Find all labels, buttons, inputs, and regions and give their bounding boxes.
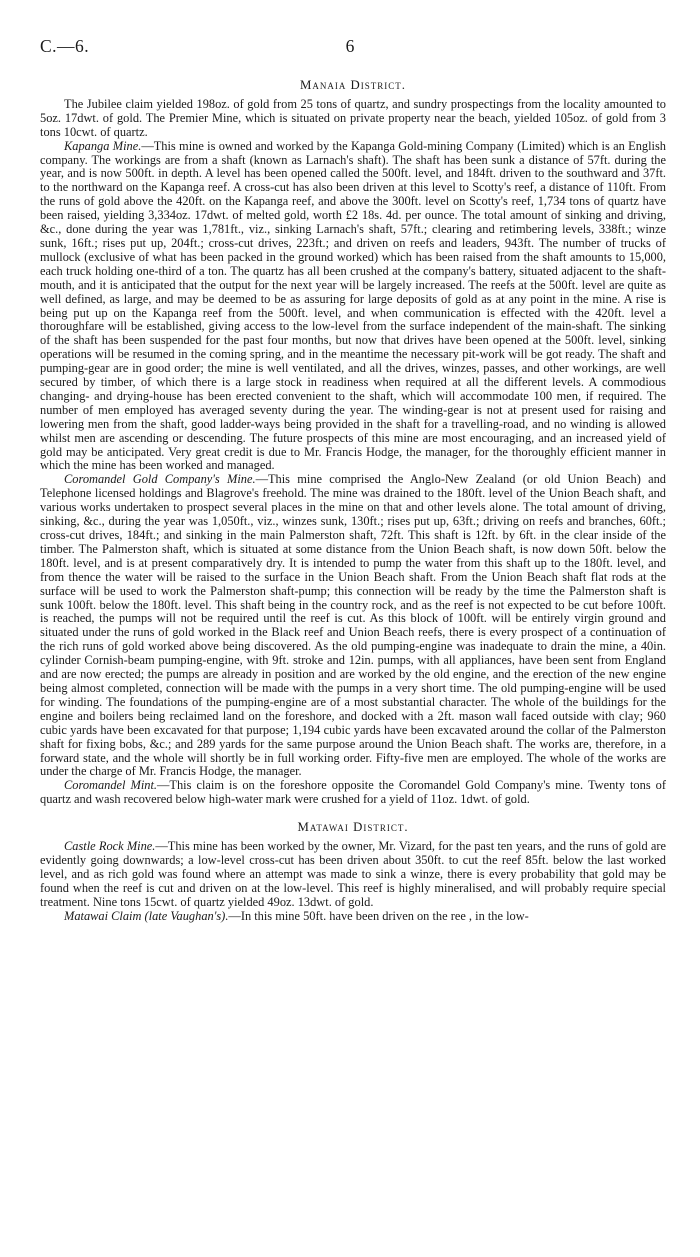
paragraph-text: The Jubilee claim yielded 198oz. of gold from 25 tons of quartz, and sundry prospectings from the locality amounted to 5oz. 17dwt. of gold. The Premier Mine, which is situated on private property near the beach, yielded 105oz. of gold from 3 tons 10cwt. of quartz. (40, 96, 666, 139)
paragraph-title: Kapanga Mine. (64, 138, 142, 153)
paragraph (40, 140, 666, 474)
district-heading: Manaia District. (299, 78, 406, 92)
paragraph-text: —This mine has been worked by the owner, Mr. Vizard, for the past ten years, and the runs of gold are evidently going downwards; a low-level cross-cut has been driven about 350ft. to cut the reef 85ft. below the last worked level, and as rich gold was found where an attempt was made to sink a winze, there is every probability that gold may be found when the reef is cut and driven on at the low-level. This reef is highly mineralised, and will probably require special treatment. Nine tons 15cwt. of quartz yielded 49oz. 13dwt. of gold. (40, 839, 667, 909)
paragraph-title: Castle Rock Mine. (64, 839, 156, 854)
paragraph (40, 98, 666, 140)
district-heading: Matawai District. (297, 820, 409, 835)
paragraph-text: —In this mine 50ft. have been driven on the ree , in the low- (228, 908, 529, 923)
page-number: 6 (345, 36, 355, 56)
paragraph-title: Matawai Claim (late Vaughan's). (64, 908, 229, 923)
paragraph (40, 473, 666, 779)
paragraph (40, 910, 666, 924)
paragraph-text: —This mine comprised the Anglo-New Zealand (or old Union Beach) and Telephone licensed holdings and Blagrove's freehold. The mine was drained to the 180ft. level of the Union Beach shaft, and various works undertaken to prospect several places in the mine on that and other levels alone. The total amount of driving, sinking, &c., during the year was 1,050ft., viz., winzes sunk, 130ft.; rises put up, 63ft.; driving on reefs and branches, 60ft.; cross-cut drives, 184ft.; and sinking in the main Palmerston shaft, 72ft. This shaft is 12ft. by 6ft. in the clear inside of the timber. The Palmerston shaft, which is situated at some distance from the Union Beach shaft, is now down 50ft. below the 180ft. level, and is at present comparatively dry. It is intended to pump the water from this shaft up to the 180ft. level, and from thence the water will be raised to the surface in the Union Beach shaft. From the Union Beach shaft flat rods at the surface will be used to work the Palmerston shaft-pump; this connection will be ready by the time the Palmerston shaft is sunk 100ft. below the 180ft. level. This shaft being in the country rock, and as the reef is not expected to be cut before 100ft. is reached, the pumps will not be required until the reef is cut. As this block of 100ft. will be entirely virgin ground and situated under the runs of gold worked in the Black reef and Union Beach reefs, there is every prospect of a continuation of the rich runs of gold worked above being discovered. As the old pumping-engine was inadequate to drain the mine, a 40in. cylinder Cornish-beam pumping-engine, with 9ft. stroke and 12in. pumps, with all appliances, have been sent from England and are now erected; the pumps are already in position and are worked by the old engine, and the erection of the new engine being almost completed, connection will be made with the pumps in a very short time. The old pumping-engine will be used for winding. The foundations of the pumping-engine are of a most substantial character. The whole of the buildings for the engine and boilers being reclaimed land on the foreshore, and docked with a 2ft. mason wall faced outside with clay; 960 cubic yards have been excavated for that purpose; 1,194 cubic yards have been excavated around the collar of the Palmerston shaft for fixing bobs, &c.; and 289 yards for the same purpose around the Union Beach shaft. The works are, therefore, in a forward state, and the whole will shortly be in full working order. Fifty-five men are employed. The whole of the works are under the charge of Mr. Francis Hodge, the manager. (40, 472, 666, 779)
paragraph-title: Coromandel Mint. (64, 778, 158, 793)
paragraph (40, 840, 666, 910)
page-header (0, 36, 700, 58)
paragraph (40, 779, 666, 807)
paragraph-text: —This mine is owned and worked by the Kapanga Gold-mining Company (Limited) which is an English company. The workings are from a shaft (known as Larnach's shaft). The shaft has been sunk a distance of 57ft. during the year, and is now 500ft. in depth. A level has been opened called the 500ft. level, and 184ft. driven to the southward and 37ft. to the northward on the Kapanga reef. A cross-cut has also been driven at this level to Scotty's reef, a distance of 110ft. From the runs of gold above the 420ft. on the Kapanga reef, and above the 300ft. level on Scotty's reef, 1,734 tons of quartz have been raised, yielding 3,334oz. 17dwt. of melted gold, worth £2 18s. 4d. per ounce. The total amount of sinking and driving, &c., done during the year was 1,781ft., viz., sinking Larnach's shaft, 57ft.; clearing and retimbering levels, 338ft.; winze sunk, 16ft.; rises put up, 204ft.; cross-cut drives, 223ft.; and driven on reefs and leaders, 943ft. The number of trucks of mullock (exclusive of what has been packed in the ground worked) which has been raised from the shaft amounts to 15,000, each truck holding one-third of a ton. The quartz has all been crushed at the company's battery, situated adjacent to the shaft-mouth, and it is anticipated that the output for the next year will be largely increased. The reefs at the 500ft. level are quite as well defined, as large, and may be deemed to be as assuring for large deposits of gold as at any point in the mine. A rise is being put up on the Kapanga reef from the 500ft. level, and when communication is effected with the 420ft. level a thoroughfare will be established, giving access to the low-level from the surface independent of the main-shaft. The sinking of the shaft has been suspended for the past four months, but now that drives have been opened at the 500ft. level, sinking operations will be resumed in the coming spring, and in the meantime the necessary pit-work will be got ready. The shaft and pumping-gear are in good order; the mine is well ventilated, and all the drives, winzes, passes, and other workings, are well secured by timber, of which there is a large stock in readiness when required at all the different levels. A commodious changing- and drying-house has been erected convenient to the shaft, which will accommodate 100 men, if required. The number of men employed has averaged seventy during the year. The winding-gear is not at present used for raising and lowering men from the shaft, good ladder-ways being provided in the shaft for a travelling-road, and no winding is allowed whilst men are ascending or descending. The future prospects of this mine are most encouraging, and an increased yield of gold may be anticipated. Very great credit is due to Mr. Francis Hodge, the manager, for the thoroughly efficient manner in which the mine has been worked and managed. (40, 138, 666, 473)
paragraph-title: Coromandel Gold Company's Mine. (64, 472, 256, 487)
document-body (40, 79, 666, 923)
report-reference: C.—6. (40, 36, 90, 56)
paragraph-text: —This claim is on the foreshore opposite the Coromandel Gold Company's mine. Twenty tons of quartz and wash recovered below high-water mark were crushed for a yield of 11oz. 1dwt. of gold. (40, 778, 666, 807)
